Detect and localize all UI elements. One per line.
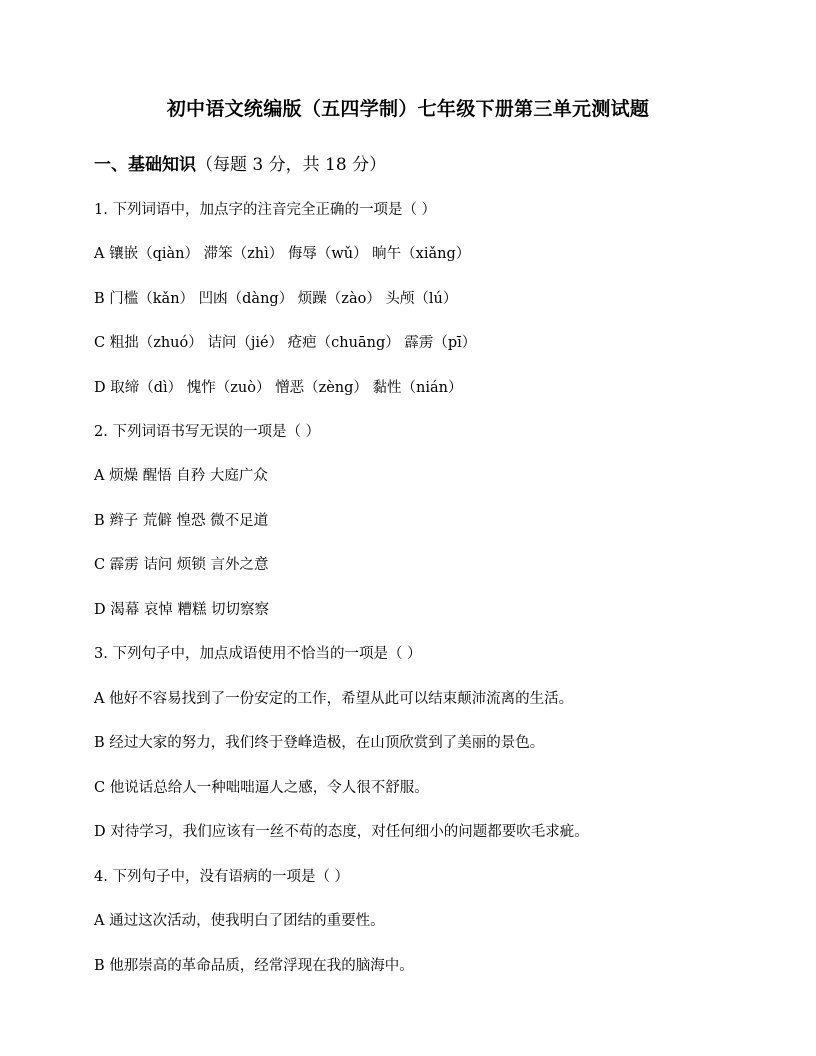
document-title: 初中语文统编版（五四学制）七年级下册第三单元测试题	[166, 98, 650, 120]
section-name: 一、基础知识	[94, 155, 196, 175]
question-2-option-a: A 烦燥 醒悟 自矜 大庭广众	[94, 468, 268, 484]
question-2-option-d: D 渴幕 哀悼 糟糕 切切察察	[94, 602, 270, 618]
question-3-option-c: C 他说话总给人一种咄咄逼人之感，令人很不舒服。	[94, 780, 429, 796]
question-4-option-a: A 通过这次活动，使我明白了团结的重要性。	[94, 913, 385, 929]
question-1-option-b: B 门槛（kǎn） 凹凼（dàng） 烦躁（zào） 头颅（lú）	[94, 291, 458, 307]
question-4-stem: 4. 下列句子中，没有语病的一项是（ ）	[94, 869, 350, 885]
question-1-option-a: A 镶嵌（qiàn） 滞笨（zhì） 侮辱（wǔ） 晌午（xiǎng）	[94, 246, 471, 262]
question-3-option-b: B 经过大家的努力，我们终于登峰造极，在山顶欣赏到了美丽的景色。	[94, 735, 545, 751]
question-1-stem: 1. 下列词语中，加点字的注音完全正确的一项是（ ）	[94, 202, 437, 218]
question-3-option-d: D 对待学习，我们应该有一丝不苟的态度，对任何细小的问题都要吹毛求疵。	[94, 824, 589, 840]
section-score-note: （每题 3 分，共 18 分）	[196, 155, 387, 175]
question-2-option-b: B 辫子 荒僻 惶恐 微不足道	[94, 513, 269, 529]
question-3-option-a: A 他好不容易找到了一份安定的工作，希望从此可以结束颠沛流离的生活。	[94, 691, 574, 707]
question-1-option-c: C 粗拙（zhuó） 诘问（jié） 疮疤（chuāng） 霹雳（pī）	[94, 335, 477, 351]
question-1-option-d: D 取缔（dì） 愧怍（zuò） 憎恶（zèng） 黏性（nián）	[94, 380, 463, 396]
question-2-option-c: C 霹雳 诘问 烦锁 言外之意	[94, 557, 269, 573]
question-3-stem: 3. 下列句子中，加点成语使用不恰当的一项是（ ）	[94, 646, 422, 662]
section-heading	[94, 150, 386, 175]
question-4-option-b: B 他那崇高的革命品质，经常浮现在我的脑海中。	[94, 958, 414, 974]
question-2-stem: 2. 下列词语书写无误的一项是（ ）	[94, 424, 321, 440]
